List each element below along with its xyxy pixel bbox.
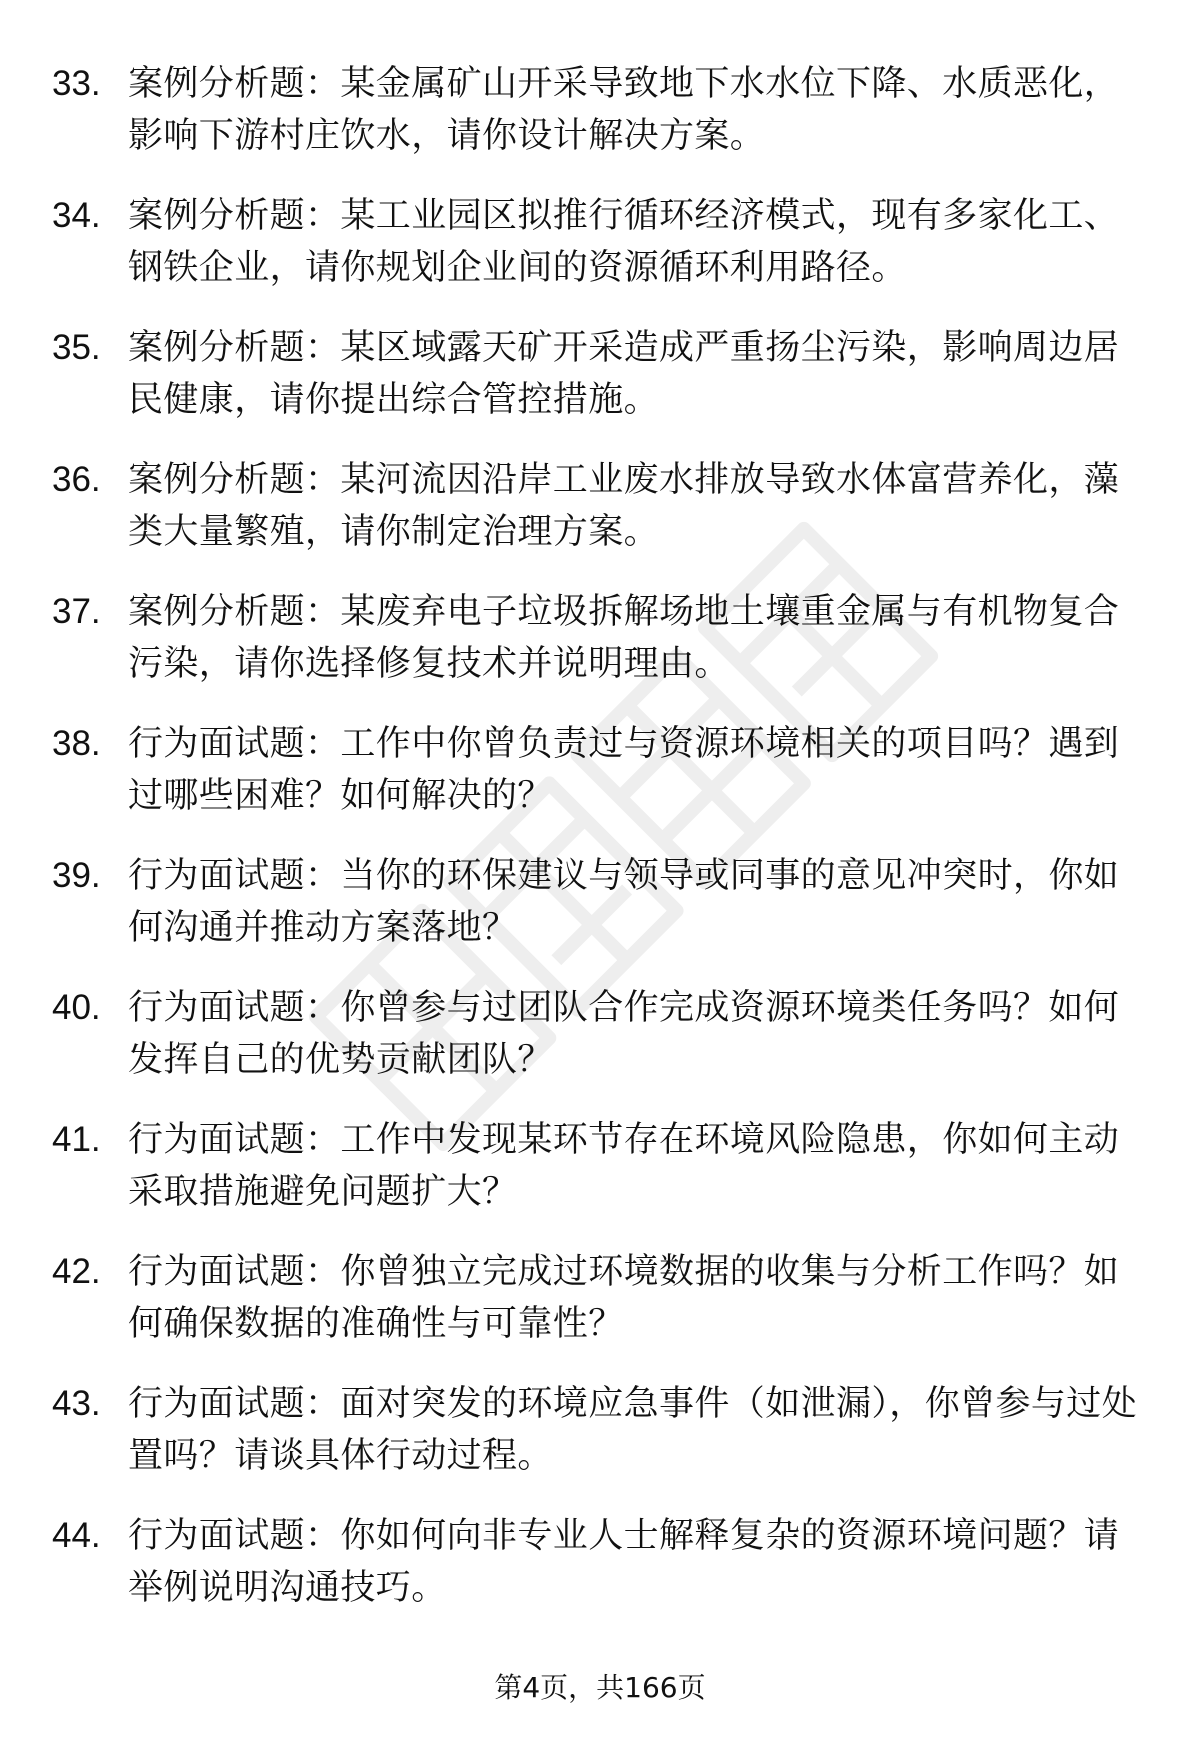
question-item: [52, 718, 1152, 850]
question-number: 42.: [52, 1252, 101, 1291]
question-number: 36.: [52, 460, 101, 499]
question-item: [52, 58, 1152, 190]
question-number: 37.: [52, 592, 101, 631]
question-number: 43.: [52, 1384, 101, 1423]
question-text: 行为面试题：你如何向非专业人士解释复杂的资源环境问题？请举例说明沟通技巧。: [128, 1516, 1120, 1608]
question-item: [52, 1114, 1152, 1246]
question-item: [52, 1378, 1152, 1510]
question-number: 34.: [52, 196, 101, 235]
question-text: 案例分析题：某废弃电子垃圾拆解场地土壤重金属与有机物复合污染，请你选择修复技术并说明理由。: [128, 592, 1120, 684]
question-number: 38.: [52, 724, 101, 763]
question-number: 41.: [52, 1120, 101, 1159]
question-item: [52, 454, 1152, 586]
question-number: 33.: [52, 64, 101, 103]
question-number: 39.: [52, 856, 101, 895]
question-item: [52, 586, 1152, 718]
question-number: 40.: [52, 988, 101, 1027]
question-text: 行为面试题：当你的环保建议与领导或同事的意见冲突时，你如何沟通并推动方案落地？: [128, 856, 1120, 948]
question-text: 行为面试题：你曾独立完成过环境数据的收集与分析工作吗？如何确保数据的准确性与可靠性？: [128, 1252, 1120, 1344]
question-text: 案例分析题：某区域露天矿开采造成严重扬尘污染，影响周边居民健康，请你提出综合管控措施。: [128, 328, 1120, 420]
question-text: 案例分析题：某金属矿山开采导致地下水水位下降、水质恶化，影响下游村庄饮水，请你设计解决方案。: [128, 64, 1120, 156]
page-footer: 第4页，共166页: [494, 1671, 706, 1704]
question-text: 行为面试题：工作中你曾负责过与资源环境相关的项目吗？遇到过哪些困难？如何解决的？: [128, 724, 1120, 816]
question-item: [52, 1510, 1152, 1642]
question-number: 35.: [52, 328, 101, 367]
question-list: [52, 58, 1152, 1642]
question-item: [52, 322, 1152, 454]
question-item: [52, 982, 1152, 1114]
question-number: 44.: [52, 1516, 101, 1555]
question-text: 行为面试题：你曾参与过团队合作完成资源环境类任务吗？如何发挥自己的优势贡献团队？: [128, 988, 1120, 1080]
question-text: 行为面试题：工作中发现某环节存在环境风险隐患，你如何主动采取措施避免问题扩大？: [128, 1120, 1120, 1212]
question-item: [52, 190, 1152, 322]
question-item: [52, 850, 1152, 982]
question-text: 案例分析题：某河流因沿岸工业废水排放导致水体富营养化，藻类大量繁殖，请你制定治理方案。: [128, 460, 1120, 552]
question-item: [52, 1246, 1152, 1378]
question-text: 案例分析题：某工业园区拟推行循环经济模式，现有多家化工、钢铁企业，请你规划企业间的资源循环利用路径。: [128, 196, 1120, 288]
question-text: 行为面试题：面对突发的环境应急事件（如泄漏），你曾参与过处置吗？请谈具体行动过程。: [128, 1384, 1138, 1476]
